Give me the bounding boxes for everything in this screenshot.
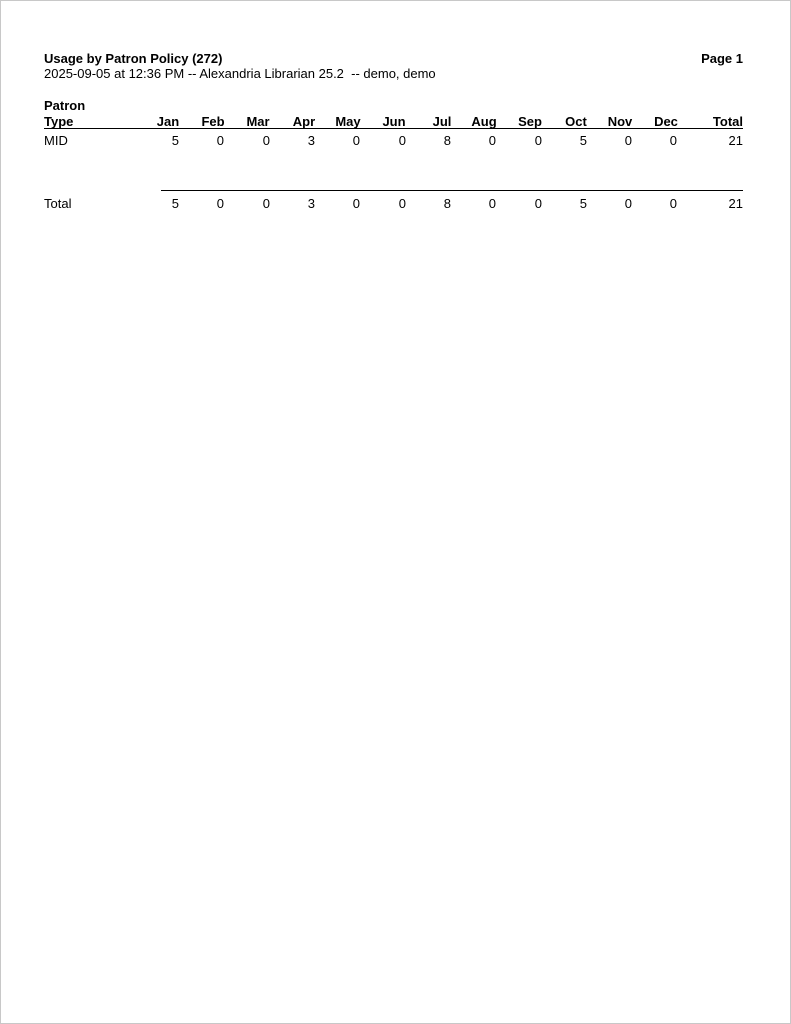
row-value-dec: 0 [669,133,677,148]
totals-rule [161,190,743,191]
totals-value-total: 21 [728,196,743,211]
totals-value-oct: 5 [579,196,587,211]
totals-value-feb: 0 [216,196,224,211]
row-value-total: 21 [728,133,743,148]
report-title: Usage by Patron Policy (272) [44,51,223,66]
totals-value-jul: 8 [443,196,451,211]
header-month-jun: Jun [382,114,406,129]
totals-value-dec: 0 [669,196,677,211]
row-value-jun: 0 [398,133,406,148]
header-month-may: May [335,114,361,129]
header-month-mar: Mar [246,114,270,129]
row-value-jul: 8 [443,133,451,148]
header-month-oct: Oct [565,114,587,129]
header-month-sep: Sep [518,114,542,129]
header-month-jul: Jul [432,114,452,129]
header-type: Type [44,114,74,129]
row-value-may: 0 [352,133,360,148]
row-value-apr: 3 [307,133,315,148]
row-value-aug: 0 [488,133,496,148]
header-month-aug: Aug [471,114,497,129]
header-month-dec: Dec [654,114,678,129]
row-patron-type: MID [44,133,68,148]
totals-value-sep: 0 [534,196,542,211]
header-month-feb: Feb [201,114,225,129]
row-value-jan: 5 [171,133,179,148]
totals-value-jan: 5 [171,196,179,211]
header-patron: Patron [44,98,86,113]
header-month-apr: Apr [292,114,316,129]
row-value-sep: 0 [534,133,542,148]
row-value-feb: 0 [216,133,224,148]
report-subtitle: 2025-09-05 at 12:36 PM -- Alexandria Librarian 25.2 -- demo, demo [44,66,436,81]
header-month-jan: Jan [156,114,180,129]
header-total: Total [712,114,743,129]
totals-value-nov: 0 [624,196,632,211]
totals-value-jun: 0 [398,196,406,211]
totals-value-aug: 0 [488,196,496,211]
row-value-mar: 0 [262,133,270,148]
row-value-nov: 0 [624,133,632,148]
totals-value-mar: 0 [262,196,270,211]
totals-value-apr: 3 [307,196,315,211]
header-month-nov: Nov [607,114,633,129]
page-number: Page 1 [701,51,743,66]
totals-value-may: 0 [352,196,360,211]
totals-label: Total [44,196,72,211]
header-underline [44,128,743,129]
row-value-oct: 5 [579,133,587,148]
